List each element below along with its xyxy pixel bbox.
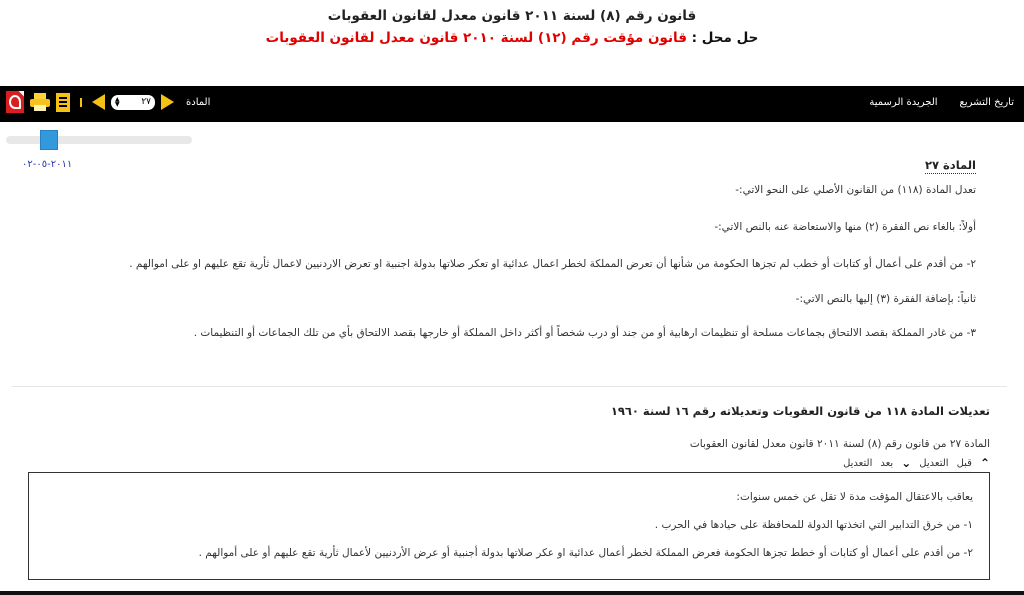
next-article-arrow-icon[interactable] xyxy=(161,94,174,110)
toolbar-separator xyxy=(80,98,82,107)
amendment-item: المادة ٢٧ من قانون رقم (٨) لسنة ٢٠١١ قانون معدل لقانون العقوبات xyxy=(689,438,990,450)
law-title: قانون رقم (٨) لسنة ٢٠١١ قانون معدل لقانون العقوبات xyxy=(327,8,697,24)
spinner-arrows-icon[interactable]: ▲ ▼ xyxy=(115,96,120,108)
article-number-spinner[interactable] xyxy=(111,95,155,110)
previous-text-line: يعاقب بالاعتقال المؤقت مدة لا تقل عن خمس سنوات: xyxy=(736,491,973,503)
toolbar-controls xyxy=(6,91,210,113)
timeline-slider-track[interactable] xyxy=(6,136,192,144)
pdf-icon[interactable] xyxy=(6,91,24,113)
print-icon[interactable] xyxy=(30,93,50,111)
replaces-line xyxy=(0,30,1024,46)
article-paragraph: ٢- من أقدم على أعمال أو كتابات أو خطب لم تجزها الحكومة من شأنها أن تعرض المملكة لخطر اعمال عدائية او تعكر صلاتها بدولة اجنبية او تعرض الاردنيين لاعمال ثأرية تقع عليهم او على اموالهم . xyxy=(129,258,976,270)
amendments-section xyxy=(30,404,990,470)
bottom-border xyxy=(0,591,1024,595)
toolbar xyxy=(0,86,1024,122)
amend-label-after[interactable]: التعديل xyxy=(843,457,873,469)
amendment-toggle xyxy=(843,456,990,470)
chevron-down-icon[interactable]: ⌄ xyxy=(901,456,912,470)
timeline-slider-handle[interactable] xyxy=(40,130,58,150)
replaces-prefix: حل محل : xyxy=(686,30,759,46)
toolbar-links xyxy=(869,97,1014,108)
legislation-date-link[interactable]: تاريخ التشريع xyxy=(959,97,1014,108)
official-gazette-link[interactable]: الجريدة الرسمية xyxy=(869,97,938,108)
previous-text-box xyxy=(28,472,990,580)
before-label[interactable]: قبل xyxy=(956,457,972,469)
chevron-up-icon[interactable]: ⌃ xyxy=(979,456,990,470)
previous-article-arrow-icon[interactable] xyxy=(92,94,105,110)
article-paragraph: تعدل المادة (١١٨) من القانون الأصلي على النحو الاتي:- xyxy=(735,184,976,196)
amendments-title: تعديلات المادة ١١٨ من قانون العقوبات وتعديلاته رقم ١٦ لسنة ١٩٦٠ xyxy=(610,404,990,418)
amend-label-before[interactable]: التعديل xyxy=(919,457,949,469)
replaced-law-title: قانون مؤقت رقم (١٢) لسنة ٢٠١٠ قانون معدل لقانون العقوبات xyxy=(265,30,687,46)
article-label: المادة xyxy=(186,96,211,108)
article-paragraph: ٣- من غادر المملكة بقصد الالتحاق بجماعات مسلحة أو تنظيمات ارهابية أو من جند أو درب شخصاً أو أكثر داخل المملكة أو خارجها بقصد الالتحاق بأي من تلك الجماعات أو التنظيمات . xyxy=(193,327,976,339)
page-header xyxy=(0,0,1024,86)
article-date: ٢٠١١-٠٥-٠٢ xyxy=(22,159,73,170)
section-divider xyxy=(12,386,1007,387)
document-icon[interactable] xyxy=(56,93,70,112)
article-paragraph: أولاً: بالغاء نص الفقرة (٢) منها والاستعاضة عنه بالنص الاتي:- xyxy=(714,221,976,233)
article-body xyxy=(36,154,976,339)
article-number-value: ٢٧ xyxy=(141,97,151,107)
previous-text-line: ٢- من أقدم على أعمال أو كتابات أو خطط تجزها الحكومة فعرض المملكة لخطر أعمال عدائية او عكر صلاتها بدولة أجنبية أو عرض الأردنيين لأعمال ثأرية تقع عليهم أو على أموالهم . xyxy=(198,547,973,559)
after-label[interactable]: بعد xyxy=(880,457,894,469)
article-paragraph: ثانياً: بإضافة الفقرة (٣) إليها بالنص الاتي:- xyxy=(795,293,976,305)
article-title: المادة ٢٧ xyxy=(924,158,976,172)
previous-text-line: ١- من خرق التدابير التي اتخذتها الدولة للمحافظة على حيادها في الحرب . xyxy=(654,519,973,531)
